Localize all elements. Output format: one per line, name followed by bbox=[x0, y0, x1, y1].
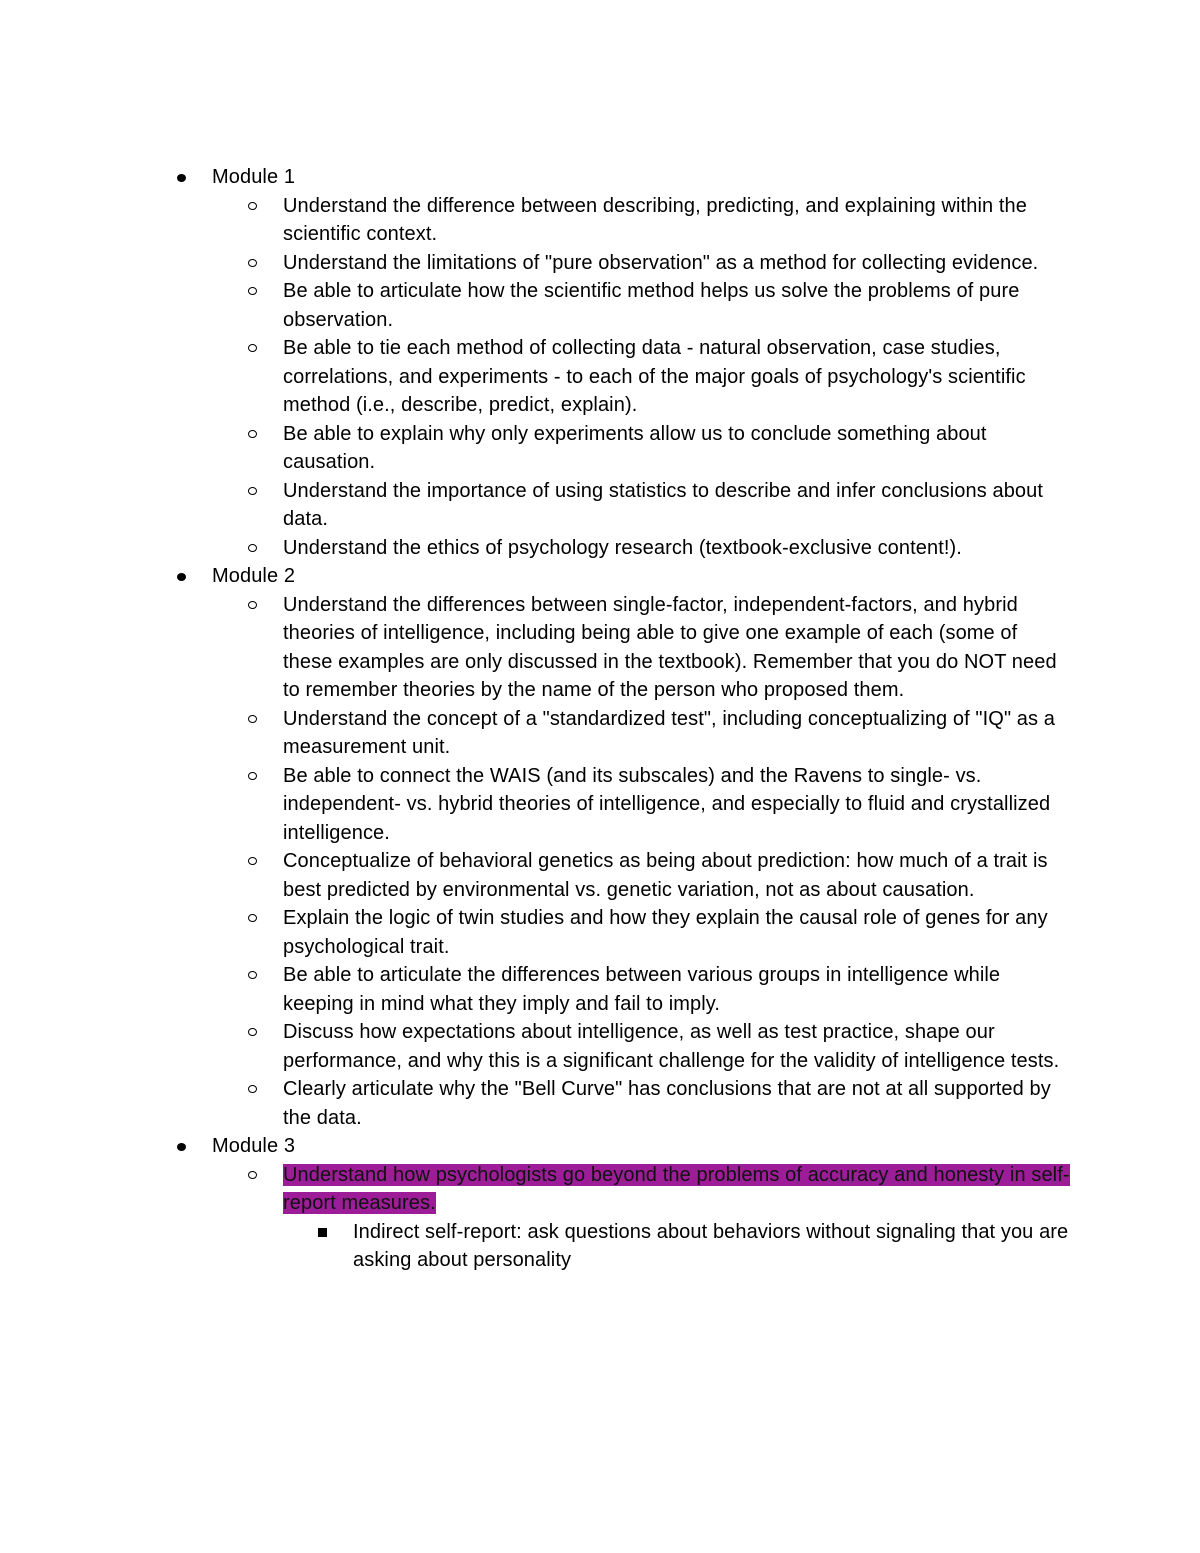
module-1-item: Understand the difference between describing, predicting, and explaining within the scientific context. bbox=[0, 192, 1200, 249]
hollow-bullet-icon bbox=[248, 601, 257, 609]
module-2-item: Clearly articulate why the "Bell Curve" has conclusions that are not at all supported by the data. bbox=[0, 1075, 1200, 1132]
hollow-bullet-icon bbox=[248, 715, 257, 723]
module-2-item: Be able to connect the WAIS (and its subscales) and the Ravens to single- vs. independent- vs. hybrid theories of intelligence, and especially to fluid and crystallized intelligence. bbox=[0, 762, 1200, 848]
hollow-bullet-icon bbox=[248, 430, 257, 438]
hollow-bullet-icon bbox=[248, 544, 257, 552]
hollow-bullet-icon bbox=[248, 772, 257, 780]
filled-bullet-icon bbox=[177, 1143, 186, 1151]
module-3-heading: Module 3 bbox=[0, 1132, 1200, 1161]
module-1-heading: Module 1 bbox=[0, 163, 1200, 192]
hollow-bullet-icon bbox=[248, 1028, 257, 1036]
module-2-item: Be able to articulate the differences between various groups in intelligence while keeping in mind what they imply and fail to imply. bbox=[0, 961, 1200, 1018]
module-1-item: Understand the importance of using statistics to describe and infer conclusions about data. bbox=[0, 477, 1200, 534]
module-2-heading: Module 2 bbox=[0, 562, 1200, 591]
hollow-bullet-icon bbox=[248, 1171, 257, 1179]
filled-bullet-icon bbox=[177, 573, 186, 581]
filled-bullet-icon bbox=[177, 174, 186, 182]
outline-list bbox=[0, 163, 1200, 1275]
module-3-item-highlighted bbox=[0, 1161, 1200, 1218]
hollow-bullet-icon bbox=[248, 259, 257, 267]
module-1-item: Be able to articulate how the scientific method helps us solve the problems of pure observation. bbox=[0, 277, 1200, 334]
hollow-bullet-icon bbox=[248, 857, 257, 865]
hollow-bullet-icon bbox=[248, 202, 257, 210]
hollow-bullet-icon bbox=[248, 287, 257, 295]
module-1-item: Be able to explain why only experiments allow us to conclude something about causation. bbox=[0, 420, 1200, 477]
hollow-bullet-icon bbox=[248, 971, 257, 979]
module-2-item: Understand the differences between single-factor, independent-factors, and hybrid theories of intelligence, including being able to give one example of each (some of these examples are only discussed in the textbook). Remember that you do NOT need to remember theories by the name of the person who proposed them. bbox=[0, 591, 1200, 705]
hollow-bullet-icon bbox=[248, 1085, 257, 1093]
module-2-item: Discuss how expectations about intelligence, as well as test practice, shape our performance, and why this is a significant challenge for the validity of intelligence tests. bbox=[0, 1018, 1200, 1075]
hollow-bullet-icon bbox=[248, 344, 257, 352]
module-2-item: Explain the logic of twin studies and how they explain the causal role of genes for any psychological trait. bbox=[0, 904, 1200, 961]
module-2-item: Conceptualize of behavioral genetics as being about prediction: how much of a trait is best predicted by environmental vs. genetic variation, not as about causation. bbox=[0, 847, 1200, 904]
module-1-item: Understand the ethics of psychology research (textbook-exclusive content!). bbox=[0, 534, 1200, 563]
hollow-bullet-icon bbox=[248, 914, 257, 922]
module-1-item: Be able to tie each method of collecting data - natural observation, case studies, correlations, and experiments - to each of the major goals of psychology's scientific method (i.e., describe, predict, explain). bbox=[0, 334, 1200, 420]
square-bullet-icon bbox=[318, 1228, 327, 1237]
module-2-item: Understand the concept of a "standardized test", including conceptualizing of "IQ" as a measurement unit. bbox=[0, 705, 1200, 762]
highlighted-text: Understand how psychologists go beyond the problems of accuracy and honesty in self-report measures. bbox=[283, 1163, 1070, 1214]
module-3-subitem: Indirect self-report: ask questions about behaviors without signaling that you are asking about personality bbox=[0, 1218, 1200, 1275]
module-1-item: Understand the limitations of "pure observation" as a method for collecting evidence. bbox=[0, 249, 1200, 278]
hollow-bullet-icon bbox=[248, 487, 257, 495]
